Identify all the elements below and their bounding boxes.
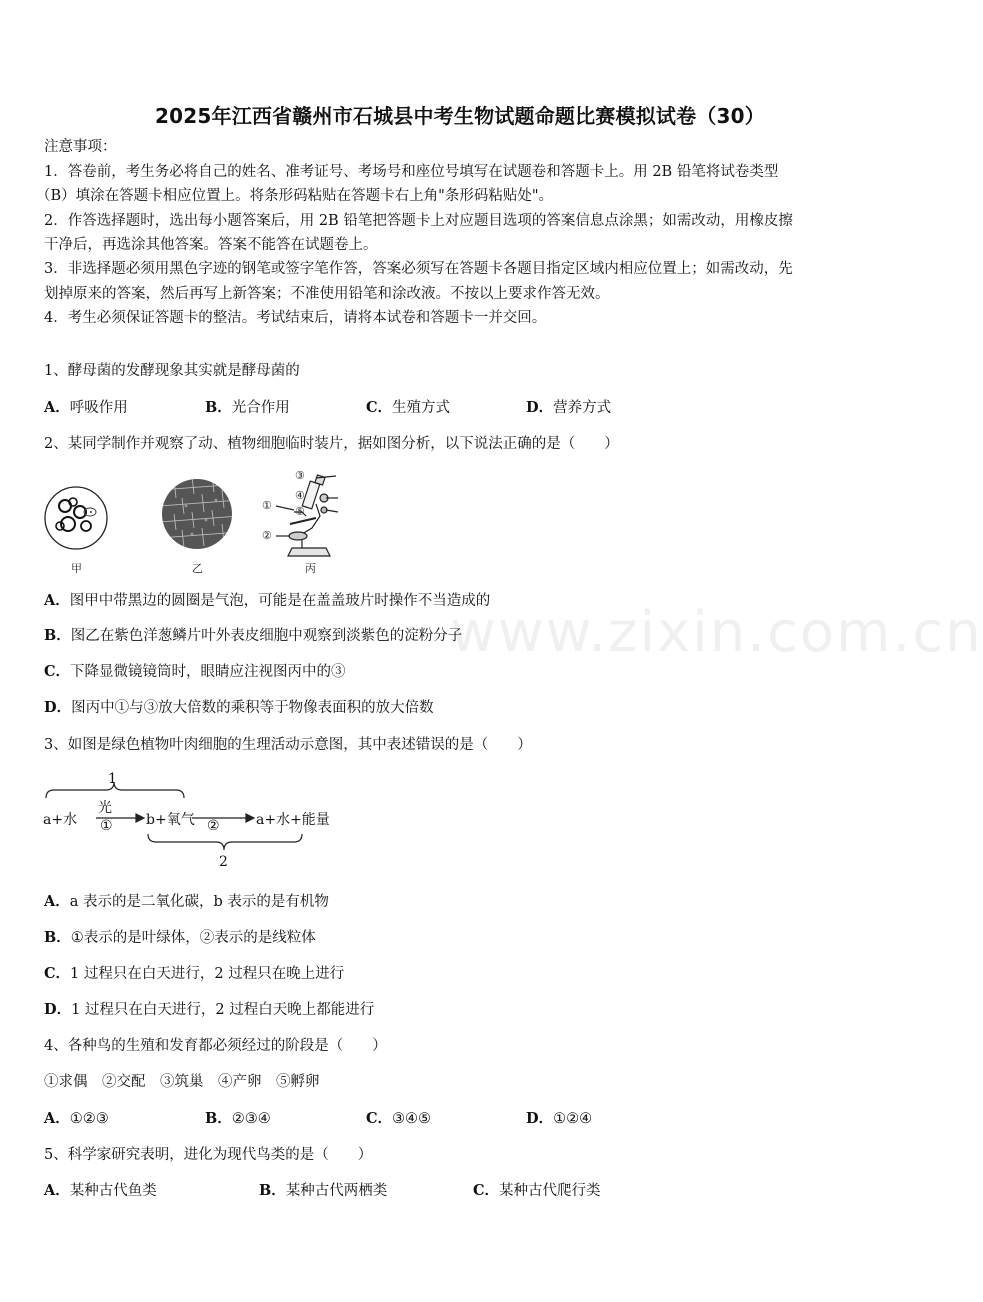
q5-option-c: C．某种古代爬行类 (473, 1182, 601, 1199)
notice-line: 划掉原来的答案，然后再写上新答案；不准使用铅笔和涂改液。不按以上要求作答无效。 (44, 286, 610, 302)
diagram-arrow1-top: 光 (98, 800, 112, 816)
marker-5: ⑤ (295, 505, 305, 518)
q4-option-c: C．③④⑤ (366, 1110, 432, 1127)
marker-3: ③ (295, 469, 305, 482)
question-4-items: ①求偶 ②交配 ③筑巢 ④产卵 ⑤孵卵 (44, 1074, 320, 1090)
notice-line: 干净后，再选涂其他答案。答案不能答在试题卷上。 (44, 237, 378, 253)
q3-option-d: D．1 过程只在白天进行，2 过程白天晚上都能进行 (44, 1001, 375, 1018)
marker-2: ② (262, 529, 272, 542)
marker-4: ④ (295, 489, 305, 502)
question-3-stem: 3、如图是绿色植物叶肉细胞的生理活动示意图，其中表述错误的是（ ） (44, 737, 532, 753)
question-4-stem: 4、各种鸟的生殖和发育都必须经过的阶段是（ ） (44, 1038, 387, 1054)
q3-option-c: C．1 过程只在白天进行，2 过程只在晚上进行 (44, 965, 345, 982)
q2-option-a: A．图甲中带黑边的圆圈是气泡，可能是在盖盖玻片时操作不当造成的 (44, 592, 491, 609)
q1-option-a: A．呼吸作用 (44, 399, 128, 416)
diagram-label-2: 2 (219, 854, 228, 870)
figure-caption-jia: 甲 (71, 562, 82, 575)
notice-line: （B）填涂在答题卡相应位置上。将条形码粘贴在答题卡右上角"条形码粘贴处"。 (36, 188, 553, 204)
q2-option-b: B．图乙在紫色洋葱鳞片叶外表皮细胞中观察到淡紫色的淀粉分子 (44, 627, 463, 644)
figure-bing-microscope (276, 475, 338, 556)
question-2-stem: 2、某同学制作并观察了动、植物细胞临时装片，据如图分析，以下说法正确的是（ ） (44, 436, 619, 452)
q2-option-d: D．图丙中①与③放大倍数的乘积等于物像表面积的放大倍数 (44, 699, 434, 716)
question-5-stem: 5、科学家研究表明，进化为现代鸟类的是（ ） (44, 1147, 373, 1163)
page-title: 2025年江西省赣州市石城县中考生物试题命题比赛模拟试卷（30） (155, 104, 765, 128)
figure-jia-view (45, 487, 107, 549)
notice-line: 2．作答选择题时，选出每小题答案后，用 2B 铅笔把答题卡上对应题目选项的答案信息点涂黑；如需改动，用橡皮擦 (44, 213, 793, 229)
q2-option-c: C．下降显微镜镜筒时，眼睛应注视图丙中的③ (44, 663, 346, 680)
figure-yi-view (160, 474, 240, 554)
figure-caption-bing: 丙 (305, 562, 316, 575)
q5-option-b: B．某种古代两栖类 (259, 1182, 388, 1199)
q5-option-a: A．某种古代鱼类 (44, 1182, 157, 1199)
q3-option-a: A．a 表示的是二氧化碳，b 表示的是有机物 (44, 893, 329, 910)
diagram-right: a+水+能量 (256, 812, 330, 828)
notice-line: 1．答卷前，考生务必将自己的姓名、准考证号、考场号和座位号填写在试题卷和答题卡上。用 2B 铅笔将试卷类型 (44, 164, 779, 180)
notice-heading: 注意事项： (44, 139, 117, 155)
diagram-label-1: 1 (108, 771, 117, 787)
q3-option-b: B．①表示的是叶绿体，②表示的是线粒体 (44, 929, 316, 946)
marker-1: ① (262, 499, 272, 512)
q4-option-b: B．②③④ (205, 1110, 271, 1127)
watermark: www.zixin.com.cn (450, 600, 983, 665)
figure-caption-yi: 乙 (192, 562, 203, 575)
diagram-arrow2: ② (207, 818, 220, 834)
q1-option-d: D．营养方式 (526, 399, 612, 416)
diagram-arrow1-bottom: ① (100, 818, 113, 834)
q1-option-c: C．生殖方式 (366, 399, 451, 416)
q1-option-b: B．光合作用 (205, 399, 290, 416)
notice-line: 3．非选择题必须用黑色字迹的钢笔或签字笔作答，答案必须写在答题卡各题目指定区域内相应位置上；如需改动，先 (44, 261, 793, 277)
question-1-stem: 1、酵母菌的发酵现象其实就是酵母菌的 (44, 363, 300, 379)
diagram-middle: b+氧气 (146, 812, 195, 828)
q4-option-d: D．①②④ (526, 1110, 593, 1127)
notice-line: 4．考生必须保证答题卡的整洁。考试结束后，请将本试卷和答题卡一并交回。 (44, 310, 547, 326)
diagram-left: a+水 (43, 812, 78, 828)
q4-option-a: A．①②③ (44, 1110, 109, 1127)
